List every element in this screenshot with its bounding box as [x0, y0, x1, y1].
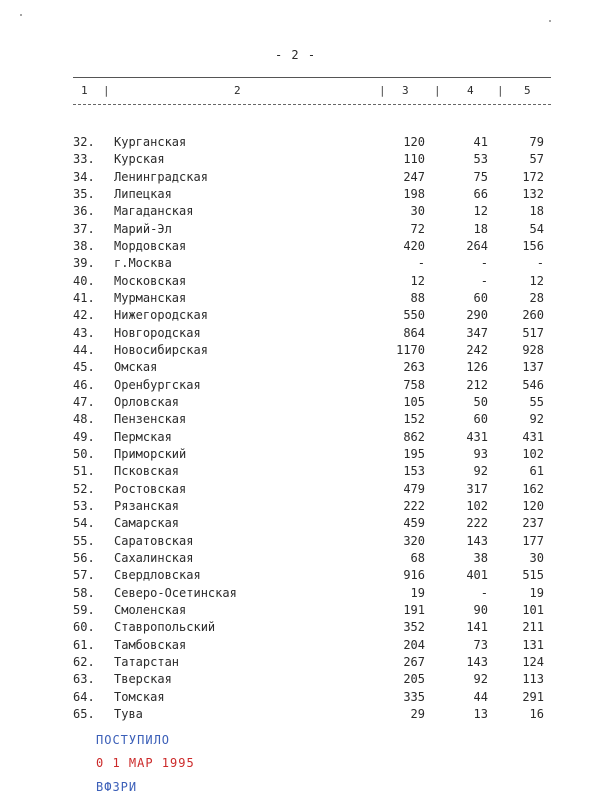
- value-column-5: 124: [522, 654, 544, 669]
- value-column-3: -: [417, 256, 425, 271]
- table-row: [0, 706, 591, 723]
- region-name: Оренбургская: [114, 377, 201, 392]
- row-number: 55.: [73, 533, 95, 548]
- table-row: [0, 359, 591, 376]
- value-column-3: 247: [403, 169, 425, 184]
- table-row: [0, 394, 591, 411]
- value-column-5: 211: [522, 620, 544, 635]
- value-column-4: 317: [466, 481, 488, 496]
- column-header-5: 5: [524, 84, 531, 97]
- value-column-3: 30: [410, 204, 425, 219]
- region-name: Магаданская: [114, 204, 194, 219]
- value-column-3: 88: [410, 290, 425, 305]
- value-column-5: 260: [522, 308, 544, 323]
- row-number: 38.: [73, 238, 95, 253]
- value-column-3: 862: [403, 429, 425, 444]
- table-header: [73, 84, 551, 98]
- table-row: [0, 446, 591, 463]
- value-column-4: 347: [466, 325, 488, 340]
- value-column-5: 61: [529, 464, 544, 479]
- column-header-1: 1: [81, 84, 88, 97]
- table-row: [0, 307, 591, 324]
- value-column-3: 550: [403, 308, 425, 323]
- column-separator: |: [103, 84, 110, 97]
- region-name: Мурманская: [114, 290, 187, 305]
- value-column-3: 29: [410, 706, 425, 721]
- value-column-4: 212: [466, 377, 488, 392]
- value-column-5: 928: [522, 342, 544, 357]
- value-column-4: 264: [466, 238, 488, 253]
- row-number: 53.: [73, 498, 95, 513]
- row-number: 50.: [73, 446, 95, 461]
- value-column-3: 420: [403, 238, 425, 253]
- value-column-5: 177: [522, 533, 544, 548]
- row-number: 63.: [73, 672, 95, 687]
- value-column-5: 515: [522, 568, 544, 583]
- value-column-3: 758: [403, 377, 425, 392]
- row-number: 47.: [73, 394, 95, 409]
- region-name: Псковская: [114, 464, 180, 479]
- value-column-4: 50: [473, 394, 488, 409]
- value-column-3: 204: [403, 637, 425, 652]
- value-column-4: -: [480, 585, 488, 600]
- row-number: 56.: [73, 550, 95, 565]
- value-column-5: 18: [529, 204, 544, 219]
- column-separator: |: [379, 84, 386, 97]
- region-name: Сахалинская: [114, 550, 194, 565]
- table-row: [0, 429, 591, 446]
- row-number: 48.: [73, 412, 95, 427]
- table-row: [0, 602, 591, 619]
- value-column-3: 12: [410, 273, 425, 288]
- row-number: 40.: [73, 273, 95, 288]
- table-row: [0, 238, 591, 255]
- region-name: Саратовская: [114, 533, 194, 548]
- value-column-4: 18: [473, 221, 488, 236]
- table-row: [0, 619, 591, 636]
- row-number: 57.: [73, 568, 95, 583]
- table-row: [0, 221, 591, 238]
- scan-speck: [549, 20, 551, 22]
- table-row: [0, 637, 591, 654]
- region-name: Ленинградская: [114, 169, 208, 184]
- value-column-4: 60: [473, 290, 488, 305]
- value-column-5: 101: [522, 602, 544, 617]
- column-header-2: 2: [234, 84, 241, 97]
- value-column-3: 110: [403, 152, 425, 167]
- value-column-5: 57: [529, 152, 544, 167]
- value-column-4: 92: [473, 464, 488, 479]
- value-column-5: 517: [522, 325, 544, 340]
- stamp-received: ПОСТУПИЛО: [96, 733, 171, 747]
- table-row: [0, 654, 591, 671]
- row-number: 35.: [73, 186, 95, 201]
- column-separator: |: [434, 84, 441, 97]
- value-column-4: 143: [466, 654, 488, 669]
- value-column-4: 38: [473, 550, 488, 565]
- region-name: Приморский: [114, 446, 187, 461]
- table-row: [0, 169, 591, 186]
- value-column-5: 131: [522, 637, 544, 652]
- value-column-4: 431: [466, 429, 488, 444]
- table-row: [0, 273, 591, 290]
- value-column-3: 916: [403, 568, 425, 583]
- table-row: [0, 411, 591, 428]
- row-number: 59.: [73, 602, 95, 617]
- value-column-5: 113: [522, 672, 544, 687]
- region-name: Мордовская: [114, 238, 187, 253]
- page-number: - 2 -: [274, 48, 317, 62]
- value-column-3: 191: [403, 602, 425, 617]
- table-row: [0, 290, 591, 307]
- table-row: [0, 151, 591, 168]
- row-number: 51.: [73, 464, 95, 479]
- region-name: Орловская: [114, 394, 180, 409]
- value-column-5: 172: [522, 169, 544, 184]
- value-column-4: 242: [466, 342, 488, 357]
- row-number: 58.: [73, 585, 95, 600]
- table-row: [0, 498, 591, 515]
- table-row: [0, 203, 591, 220]
- value-column-4: 401: [466, 568, 488, 583]
- value-column-4: -: [480, 256, 488, 271]
- region-name: Рязанская: [114, 498, 180, 513]
- value-column-5: 79: [529, 135, 544, 149]
- row-number: 39.: [73, 256, 95, 271]
- row-number: 32.: [73, 135, 95, 149]
- value-column-4: 53: [473, 152, 488, 167]
- value-column-3: 68: [410, 550, 425, 565]
- table-row: [0, 463, 591, 480]
- row-number: 45.: [73, 360, 95, 375]
- value-column-3: 263: [403, 360, 425, 375]
- value-column-3: 195: [403, 446, 425, 461]
- table-body: [0, 134, 591, 723]
- region-name: Марий-Эл: [114, 221, 172, 236]
- value-column-5: 16: [529, 706, 544, 721]
- row-number: 64.: [73, 689, 95, 704]
- value-column-4: 13: [473, 706, 488, 721]
- value-column-4: 90: [473, 602, 488, 617]
- table-row: [0, 533, 591, 550]
- table-row: [0, 585, 591, 602]
- column-header-3: 3: [402, 84, 409, 97]
- region-name: Тува: [114, 706, 143, 721]
- value-column-3: 222: [403, 498, 425, 513]
- value-column-5: 162: [522, 481, 544, 496]
- value-column-3: 198: [403, 186, 425, 201]
- value-column-5: 546: [522, 377, 544, 392]
- value-column-4: 92: [473, 672, 488, 687]
- value-column-3: 335: [403, 689, 425, 704]
- value-column-5: 102: [522, 446, 544, 461]
- row-number: 46.: [73, 377, 95, 392]
- table-row: [0, 134, 591, 151]
- table-row: [0, 255, 591, 272]
- row-number: 49.: [73, 429, 95, 444]
- table-row: [0, 689, 591, 706]
- row-number: 60.: [73, 620, 95, 635]
- region-name: Северо-Осетинская: [114, 585, 237, 600]
- value-column-5: 30: [529, 550, 544, 565]
- row-number: 34.: [73, 169, 95, 184]
- value-column-4: -: [480, 273, 488, 288]
- value-column-5: 431: [522, 429, 544, 444]
- region-name: Новгородская: [114, 325, 201, 340]
- table-row: [0, 325, 591, 342]
- value-column-3: 459: [403, 516, 425, 531]
- table-row: [0, 186, 591, 203]
- column-header-4: 4: [467, 84, 474, 97]
- region-name: Курганская: [114, 135, 187, 149]
- region-name: Ставропольский: [114, 620, 216, 635]
- value-column-3: 352: [403, 620, 425, 635]
- row-number: 44.: [73, 342, 95, 357]
- region-name: Татарстан: [114, 654, 180, 669]
- region-name: Томская: [114, 689, 165, 704]
- region-name: Свердловская: [114, 568, 201, 583]
- stamp-date: 0 1 МАР 1995: [96, 756, 195, 770]
- value-column-4: 12: [473, 204, 488, 219]
- value-column-4: 44: [473, 689, 488, 704]
- row-number: 62.: [73, 654, 95, 669]
- value-column-4: 143: [466, 533, 488, 548]
- value-column-5: 55: [529, 394, 544, 409]
- value-column-4: 73: [473, 637, 488, 652]
- row-number: 37.: [73, 221, 95, 236]
- stamp-organization: ВФЗРИ: [96, 780, 138, 794]
- value-column-4: 66: [473, 186, 488, 201]
- table-row: [0, 671, 591, 688]
- value-column-3: 864: [403, 325, 425, 340]
- value-column-4: 222: [466, 516, 488, 531]
- value-column-3: 19: [410, 585, 425, 600]
- value-column-3: 1170: [396, 342, 425, 357]
- region-name: Самарская: [114, 516, 180, 531]
- table-row: [0, 377, 591, 394]
- value-column-5: 132: [522, 186, 544, 201]
- value-column-5: 237: [522, 516, 544, 531]
- value-column-3: 320: [403, 533, 425, 548]
- table-row: [0, 481, 591, 498]
- region-name: Московская: [114, 273, 187, 288]
- table-row: [0, 515, 591, 532]
- row-number: 54.: [73, 516, 95, 531]
- value-column-3: 120: [403, 135, 425, 149]
- row-number: 36.: [73, 204, 95, 219]
- region-name: Новосибирская: [114, 342, 208, 357]
- region-name: Омская: [114, 360, 158, 375]
- value-column-5: 19: [529, 585, 544, 600]
- region-name: Липецкая: [114, 186, 172, 201]
- value-column-5: 12: [529, 273, 544, 288]
- row-number: 61.: [73, 637, 95, 652]
- value-column-3: 72: [410, 221, 425, 236]
- row-number: 52.: [73, 481, 95, 496]
- value-column-4: 41: [473, 135, 488, 149]
- value-column-5: 156: [522, 238, 544, 253]
- value-column-4: 126: [466, 360, 488, 375]
- value-column-5: 291: [522, 689, 544, 704]
- value-column-4: 290: [466, 308, 488, 323]
- row-number: 43.: [73, 325, 95, 340]
- value-column-3: 267: [403, 654, 425, 669]
- region-name: г.Москва: [114, 256, 172, 271]
- region-name: Тамбовская: [114, 637, 187, 652]
- header-top-rule: [73, 77, 551, 78]
- value-column-3: 205: [403, 672, 425, 687]
- region-name: Ростовская: [114, 481, 187, 496]
- value-column-5: 92: [529, 412, 544, 427]
- value-column-3: 479: [403, 481, 425, 496]
- value-column-5: 120: [522, 498, 544, 513]
- value-column-5: 28: [529, 290, 544, 305]
- region-name: Смоленская: [114, 602, 187, 617]
- row-number: 33.: [73, 152, 95, 167]
- value-column-4: 102: [466, 498, 488, 513]
- value-column-5: -: [536, 256, 544, 271]
- value-column-3: 152: [403, 412, 425, 427]
- scan-speck: [20, 14, 22, 16]
- value-column-3: 105: [403, 394, 425, 409]
- region-name: Пермская: [114, 429, 172, 444]
- region-name: Пензенская: [114, 412, 187, 427]
- region-name: Нижегородская: [114, 308, 208, 323]
- value-column-4: 93: [473, 446, 488, 461]
- row-number: 65.: [73, 706, 95, 721]
- column-separator: |: [497, 84, 504, 97]
- value-column-4: 141: [466, 620, 488, 635]
- row-number: 42.: [73, 308, 95, 323]
- row-number: 41.: [73, 290, 95, 305]
- value-column-4: 75: [473, 169, 488, 184]
- value-column-5: 137: [522, 360, 544, 375]
- region-name: Курская: [114, 152, 165, 167]
- region-name: Тверская: [114, 672, 172, 687]
- value-column-4: 60: [473, 412, 488, 427]
- value-column-3: 153: [403, 464, 425, 479]
- table-row: [0, 550, 591, 567]
- header-bottom-rule: [73, 104, 551, 105]
- table-row: [0, 567, 591, 584]
- value-column-5: 54: [529, 221, 544, 236]
- table-row: [0, 342, 591, 359]
